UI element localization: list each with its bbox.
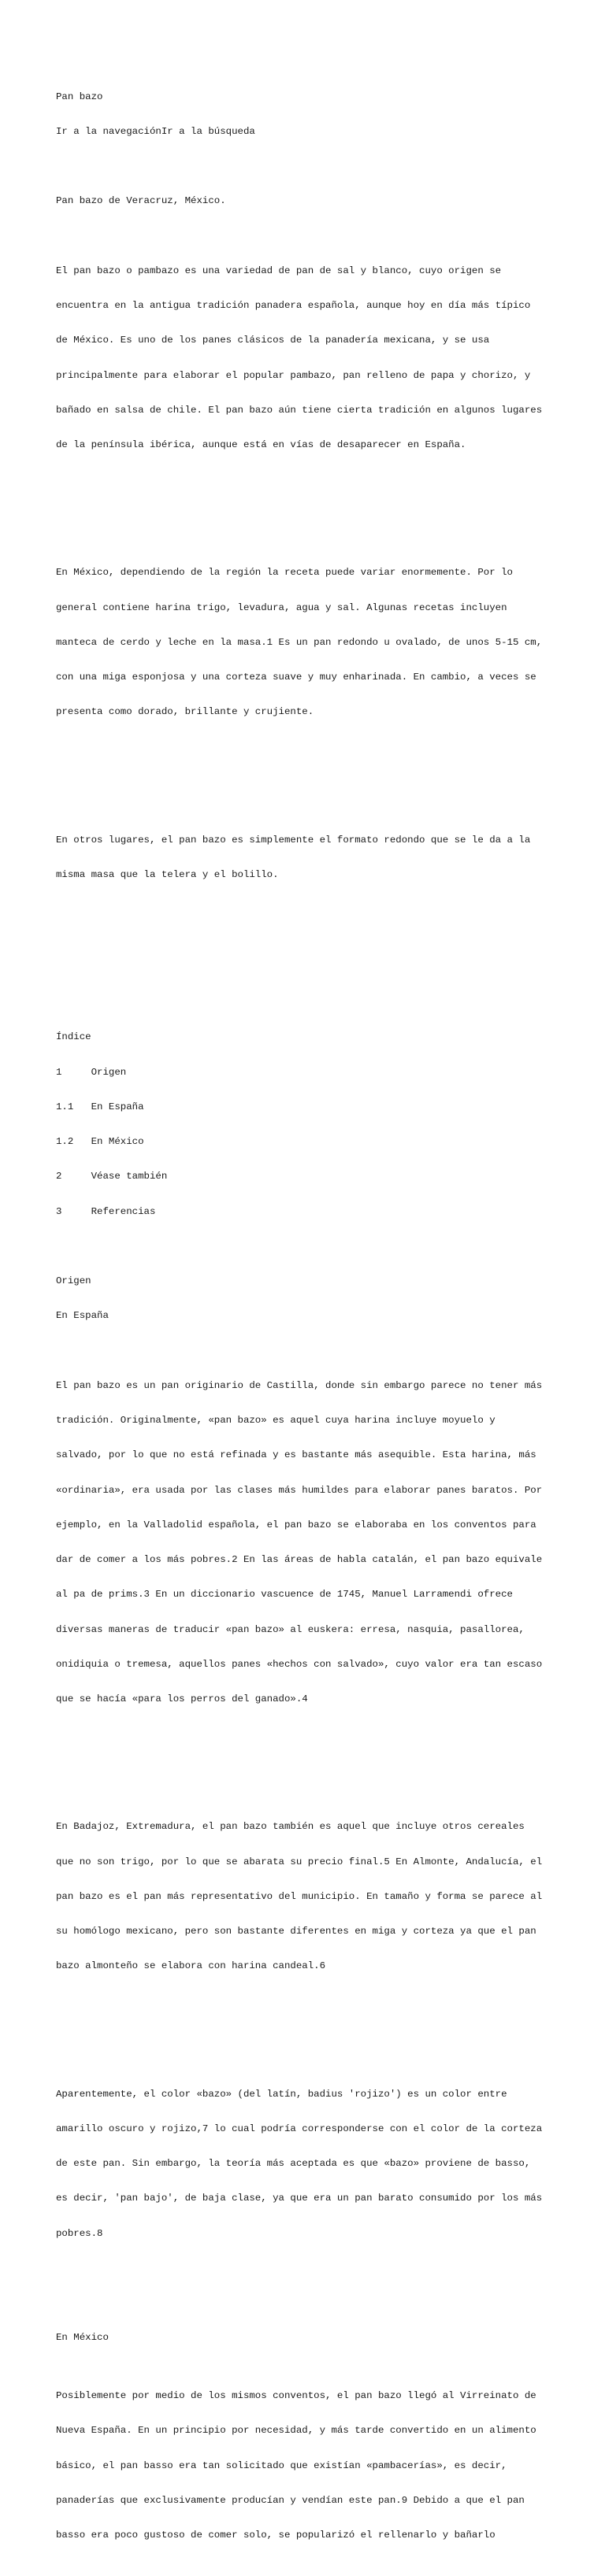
text-line: bazo almonteño se elabora con harina candeal.6 xyxy=(56,1960,326,1972)
toc-item-referencias[interactable] xyxy=(56,1206,599,1218)
spacer xyxy=(56,927,599,939)
text-line: encuentra en la antigua tradición panadera española, aunque hoy en día más típico xyxy=(56,300,531,311)
text-line: En Badajoz, Extremadura, el pan bazo también es aquel que incluye otros cereales xyxy=(56,1821,525,1833)
text-line: principalmente para elaborar el popular pambazo, pan relleno de papa y chorizo, y xyxy=(56,369,531,381)
text-line: onidiquia o tremesa, aquellos panes «hechos con salvado», cuyo valor era tan escaso xyxy=(56,1658,543,1670)
text-line: ejemplo, en la Valladolid española, el pan bazo se elaboraba en los conventos para xyxy=(56,1519,536,1530)
section-heading-origen: Origen xyxy=(56,1275,91,1286)
text-line: bañado en salsa de chile. El pan bazo aún tiene cierta tradición en algunos lugares xyxy=(56,404,543,416)
text-line: general contiene harina trigo, levadura, agua y sal. Algunas recetas incluyen xyxy=(56,601,507,613)
skip-to-search-link[interactable]: Ir a la búsqueda xyxy=(161,125,255,137)
spacer xyxy=(56,1752,599,1764)
toc-label: En España xyxy=(91,1101,144,1112)
toc-number: 1.1 xyxy=(56,1101,74,1112)
spacer xyxy=(56,498,599,509)
text-line: con una miga esponjosa y una corteza suave y muy enharinada. En cambio, a veces se xyxy=(56,672,536,683)
text-line: basso era poco gustoso de comer solo, se popularizó el rellenarlo y bañarlo xyxy=(56,2530,496,2541)
text-line: pobres.8 xyxy=(56,2227,103,2239)
text-line: Nueva España. En un principio por necesidad, y más tarde convertido en un alimento xyxy=(56,2425,536,2437)
text-line: al pa de prims.3 En un diccionario vascuence de 1745, Manuel Larramendi ofrece xyxy=(56,1589,513,1601)
toc-label: Véase también xyxy=(91,1171,168,1183)
toc-item-en-mexico[interactable] xyxy=(56,1136,599,1148)
text-line: Aparentemente, el color «bazo» (del latín, badius 'rojizo') es un color entre xyxy=(56,2088,507,2100)
spacer xyxy=(56,2285,599,2297)
text-line: manteca de cerdo y leche en la masa.1 Es un pan redondo u ovalado, de unos 5-15 cm, xyxy=(56,636,543,648)
text-line: que se hacía «para los perros del ganado».4 xyxy=(56,1693,308,1704)
skip-links xyxy=(56,126,599,138)
text-line: panaderías que exclusivamente producían y vendían este pan.9 Debido a que el pan xyxy=(56,2494,525,2506)
text-line: pan bazo es el pan más representativo del municipio. En tamaño y forma se parece al xyxy=(56,1890,543,1902)
mexico-paragraph-1 xyxy=(56,2367,599,2565)
text-line: de este pan. Sin embargo, la teoría más aceptada es que «bazo» proviene de basso, xyxy=(56,2158,531,2169)
text-line: diversas maneras de traducir «pan bazo» al euskera: erresa, nasquia, pasallorea, xyxy=(56,1623,525,1635)
toc-label: En México xyxy=(91,1136,144,1147)
subsection-heading-en-espana: En España xyxy=(56,1310,109,1322)
page-title: Pan bazo xyxy=(56,91,103,102)
intro-paragraph-2 xyxy=(56,544,599,742)
text-line: presenta como dorado, brillante y crujiente. xyxy=(56,706,314,718)
skip-to-navigation-link[interactable]: Ir a la navegación xyxy=(56,125,161,137)
toc-item-vease-tambien[interactable] xyxy=(56,1171,599,1183)
document-page xyxy=(56,68,599,2576)
toc-item-en-espana[interactable] xyxy=(56,1101,599,1113)
text-line: que no son trigo, por lo que se abarata su precio final.5 En Almonte, Andalucía, el xyxy=(56,1856,543,1867)
toc-number: 1 xyxy=(56,1066,62,1078)
toc-label: Referencias xyxy=(91,1205,156,1217)
spacer xyxy=(56,962,599,974)
text-line: tradición. Originalmente, «pan bazo» es aquel cuya harina incluye moyuelo y xyxy=(56,1415,496,1426)
text-line: El pan bazo o pambazo es una variedad de pan de sal y blanco, cuyo origen se xyxy=(56,265,502,276)
intro-paragraph-3 xyxy=(56,811,599,904)
toc-number: 1.2 xyxy=(56,1136,74,1147)
text-line: de México. Es uno de los panes clásicos de la panadería mexicana, y se usa xyxy=(56,335,490,346)
text-line: En otros lugares, el pan bazo es simplemente el formato redondo que se le da a la xyxy=(56,834,531,846)
toc-heading: Índice xyxy=(56,1031,91,1043)
text-line: En México, dependiendo de la región la receta puede variar enormemente. Por lo xyxy=(56,567,513,579)
text-line: El pan bazo es un pan originario de Castilla, donde sin embargo parece no tener más xyxy=(56,1379,543,1391)
image-caption: Pan bazo de Veracruz, México. xyxy=(56,195,226,207)
text-line: dar de comer a los más pobres.2 En las áreas de habla catalán, el pan bazo equivale xyxy=(56,1554,543,1565)
spacer xyxy=(56,161,599,172)
text-line: «ordinaria», era usada por las clases más humildes para elaborar panes baratos. Por xyxy=(56,1484,543,1496)
espana-paragraph-1 xyxy=(56,1356,599,1728)
text-line: Posiblemente por medio de los mismos conventos, el pan bazo llegó al Virreinato de xyxy=(56,2390,536,2401)
text-line: básico, el pan basso era tan solicitado que existían «pambacerías», es decir, xyxy=(56,2459,507,2471)
text-line: su homólogo mexicano, pero son bastante diferentes en miga y corteza ya que el pan xyxy=(56,1926,536,1937)
toc-number: 2 xyxy=(56,1171,62,1183)
text-line: salvado, por lo que no está refinada y es bastante más asequible. Esta harina, más xyxy=(56,1449,536,1461)
espana-paragraph-3 xyxy=(56,2065,599,2263)
text-line: misma masa que la telera y el bolillo. xyxy=(56,868,279,880)
spacer xyxy=(56,764,599,776)
toc-number: 3 xyxy=(56,1205,62,1217)
spacer xyxy=(56,2019,599,2030)
subsection-heading-en-mexico: En México xyxy=(56,2332,109,2344)
text-line: de la península ibérica, aunque está en vías de desaparecer en España. xyxy=(56,439,466,450)
toc-label: Origen xyxy=(91,1066,127,1078)
text-line: es decir, 'pan bajo', de baja clase, ya que era un pan barato consumido por los más xyxy=(56,2193,543,2204)
toc-item-origen[interactable] xyxy=(56,1067,599,1079)
text-line: amarillo oscuro y rojizo,7 lo cual podría corresponderse con el color de la corteza xyxy=(56,2123,543,2134)
table-of-contents xyxy=(56,1009,599,1241)
espana-paragraph-2 xyxy=(56,1798,599,1996)
intro-paragraph-1 xyxy=(56,242,599,474)
